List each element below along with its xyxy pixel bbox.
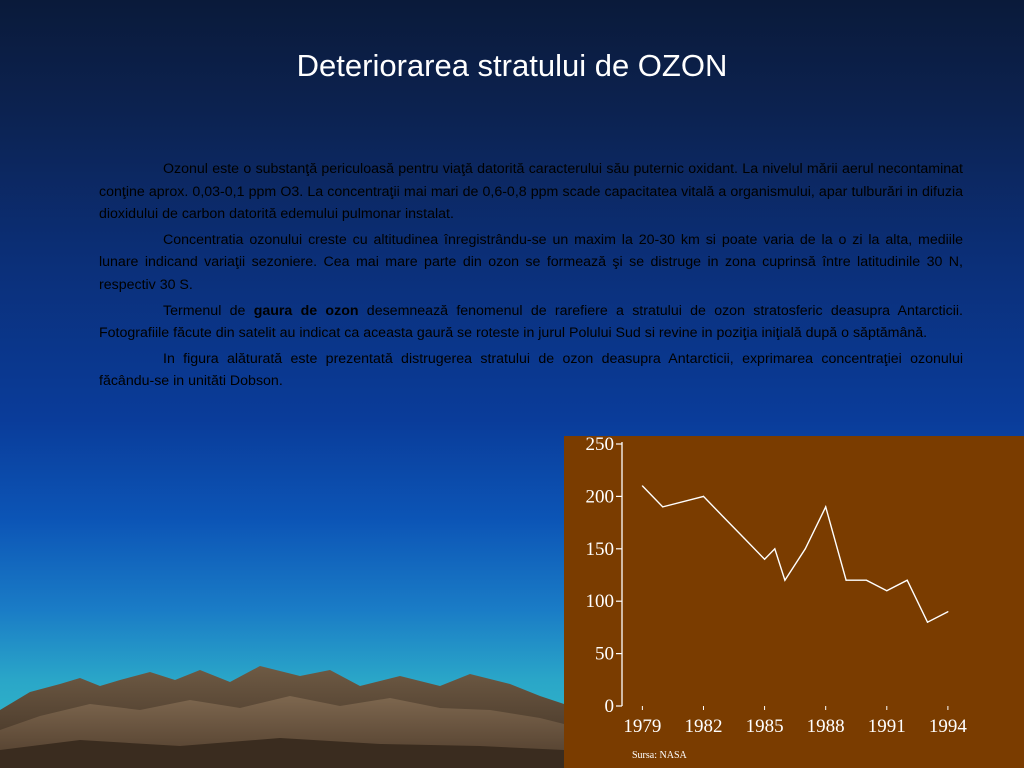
x-tick-label: 1994 [928,716,967,737]
ozone-chart [564,436,1024,768]
ozone-data-point [866,580,867,581]
y-tick-label: 100 [585,591,614,613]
slide-body [99,158,963,396]
y-tick-label: 250 [585,436,614,455]
paragraph-3 [99,300,963,345]
paragraph-3-before: Termenul de [163,302,254,319]
ozone-data-point [703,496,704,497]
ozone-data-point [723,517,724,518]
ozone-data-point [744,538,745,539]
ozone-data-point [662,506,663,507]
ozone-data-point [764,559,765,560]
paragraph-3-after: desemnează fenomenul de rarefiere a stratului de ozon stratosferic deasupra Antarcticii. Fotografiile făcute din satelit au indicat ca aceasta gaură se roteste in jurul Polului Sud si revine in poziţia iniţială după o săptămână. [99,302,963,342]
ozone-data-point [784,580,785,581]
ozone-data-point [947,611,948,612]
y-tick-label: 50 [595,643,614,665]
paragraph-4: In figura alăturată este prezentată distrugerea stratului de ozon deasupra Antarcticii, exprimarea concentraţiei ozonului făcându-se in unităti Dobson. [99,350,963,390]
ozone-data-point [805,548,806,549]
paragraph-1: Ozonul este o substanţă periculoasă pentru viaţă datorită caracterului său puternic oxidant. La nivelul mării aerul necontaminat conţine aprox. 0,03-0,1 ppm O3. La concentraţii mai mari de 0,6-0,8 ppm scade capacitatea vitală a organismului, apar tulburări in difuzia dioxidului de carbon datorită edemului pulmonar instalat. [99,161,963,223]
y-tick-label: 0 [604,696,614,717]
y-tick-label: 200 [585,486,614,508]
paragraph-3-bold-term: gaura de ozon [253,302,359,319]
x-tick-label: 1982 [684,716,723,737]
ozone-data-point [642,485,643,486]
x-tick-label: 1988 [806,716,845,737]
x-tick-label: 1991 [867,716,906,737]
y-tick-label: 150 [585,538,614,560]
ozone-chart-svg [564,436,1024,768]
slide-title: Deteriorarea stratului de OZON [296,48,728,83]
ozone-series-line [642,486,948,622]
x-tick-label: 1979 [623,716,662,737]
ozone-data-point [886,590,887,591]
ozone-data-point [774,548,775,549]
ozone-data-point [845,580,846,581]
paragraph-2: Concentratia ozonului creste cu altitudinea înregistrându-se un maxim la 20-30 km si poate varia de la o zi la alta, mediile lunare indicand variaţii sezoniere. Cea mai mare parte din ozon se formează şi se distruge in zona cuprinsă între latitudinile 30 N, respectiv 30 S. [99,231,963,293]
chart-source-label: Sursa: NASA [632,750,687,761]
ozone-data-point [927,622,928,623]
x-tick-label: 1985 [745,716,784,737]
ozone-data-point [907,580,908,581]
ozone-data-point [825,506,826,507]
